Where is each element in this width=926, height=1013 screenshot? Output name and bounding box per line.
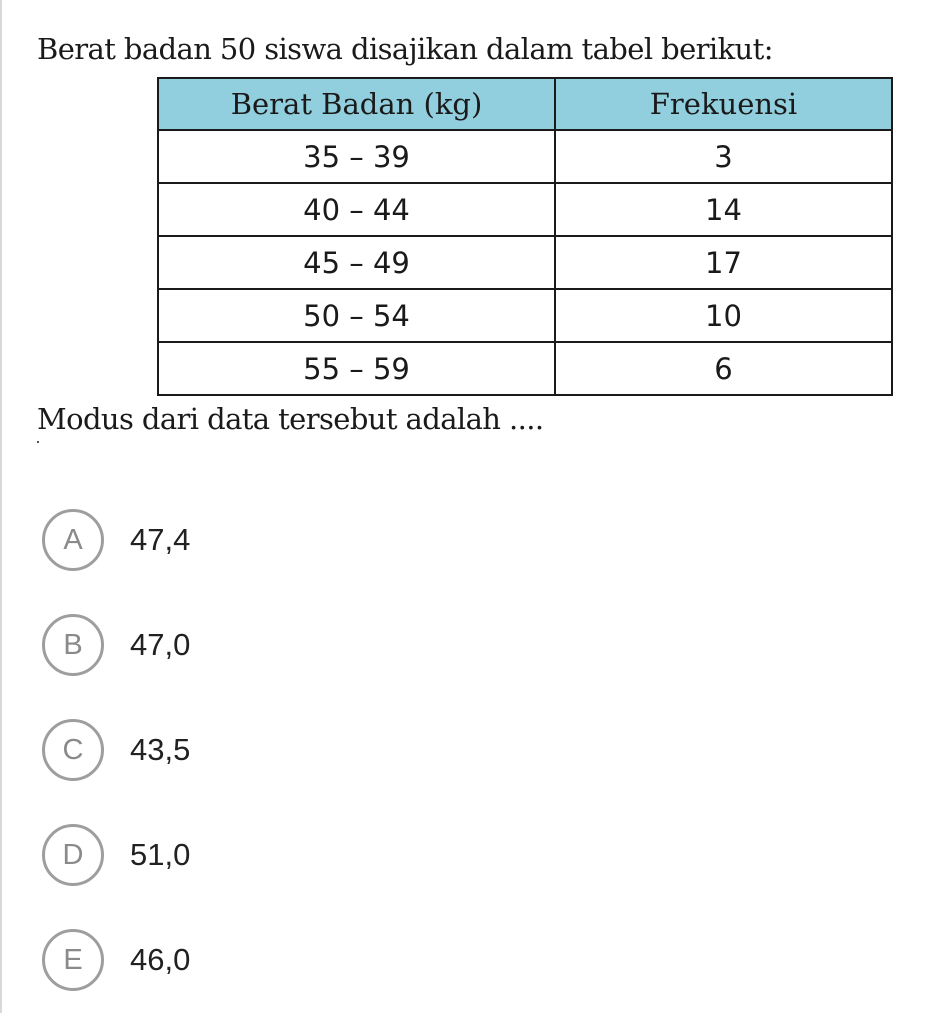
frequency-cell: 10 [555,289,892,342]
option-letter-badge: D [42,824,104,886]
table-header-row [158,78,892,130]
option-c[interactable] [42,718,190,782]
frequency-table [157,77,893,396]
frequency-cell: 3 [555,130,892,183]
weight-cell: 55 – 59 [158,342,555,395]
option-letter-badge: B [42,614,104,676]
option-b[interactable] [42,613,190,677]
left-border [0,0,2,1013]
table-row [158,183,892,236]
frequency-cell: 17 [555,236,892,289]
table-row [158,130,892,183]
option-text: 47,4 [130,522,191,557]
option-letter-badge: A [42,509,104,571]
weight-cell: 35 – 39 [158,130,555,183]
column-header-frequency: Frekuensi [555,78,892,130]
option-text: 46,0 [130,942,191,977]
table-row [158,342,892,395]
option-text: 51,0 [130,837,191,872]
option-a[interactable] [42,508,190,572]
question-prompt: Modus dari data tersebut adalah .... [37,402,544,436]
frequency-cell: 6 [555,342,892,395]
weight-cell: 40 – 44 [158,183,555,236]
option-text: 47,0 [130,627,191,662]
stray-dot [37,441,39,443]
option-e[interactable] [42,928,190,992]
option-letter-badge: E [42,929,104,991]
weight-cell: 45 – 49 [158,236,555,289]
option-letter-badge: C [42,719,104,781]
column-header-weight: Berat Badan (kg) [158,78,555,130]
option-d[interactable] [42,823,190,887]
table-row [158,236,892,289]
option-text: 43,5 [130,732,191,767]
question-intro: Berat badan 50 siswa disajikan dalam tabel berikut: [37,32,773,66]
weight-cell: 50 – 54 [158,289,555,342]
frequency-cell: 14 [555,183,892,236]
table-row [158,289,892,342]
